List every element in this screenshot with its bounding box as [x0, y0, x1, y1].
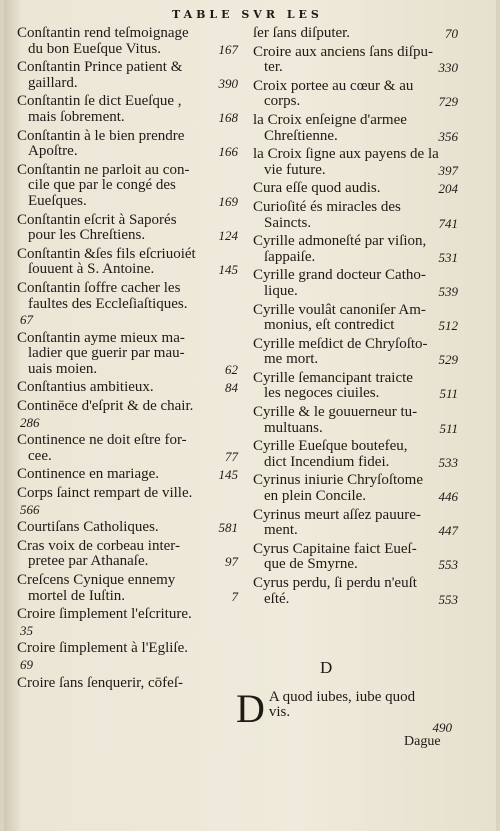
entry-line: Cyrille Eueſque boutefeu, — [253, 439, 408, 455]
entry-page-number: 447 — [438, 523, 458, 539]
index-entry — [16, 213, 238, 244]
entry-page-number: 553 — [438, 557, 458, 573]
index-entry — [252, 576, 458, 607]
right-column — [252, 26, 458, 610]
index-entry — [252, 45, 458, 76]
entry-page-number: 553 — [438, 591, 458, 607]
entry-line: mortel de Iuſtin. — [28, 588, 126, 604]
index-entry — [16, 281, 238, 328]
entry-page-number: 286 — [20, 414, 40, 430]
index-entry — [16, 641, 238, 672]
entry-line: Conſtantin rend teſmoignage — [17, 26, 189, 41]
entry-line: Corps ſainct rempart de ville. — [17, 486, 193, 502]
entry-line: Conſtantin à le bien prendre — [17, 128, 185, 144]
entry-line: Continence en mariage. — [17, 467, 160, 483]
entry-line: Croix portee au cœur & au — [253, 78, 414, 94]
index-entry — [252, 542, 458, 573]
index-entry — [252, 147, 458, 178]
entry-line: Cras voix de corbeau inter- — [17, 538, 180, 554]
entry-page-number: 446 — [438, 489, 458, 505]
entry-line: Creſcens Cynique ennemy — [17, 573, 176, 588]
index-entry — [252, 371, 458, 402]
index-entry — [16, 331, 238, 378]
index-entry — [252, 473, 458, 504]
section-letter: D — [320, 658, 333, 677]
entry-line: vie future. — [264, 162, 326, 178]
index-entry — [16, 486, 238, 517]
index-entry — [16, 467, 238, 483]
entry-page-number: 533 — [438, 454, 458, 470]
entry-line: Conſtantin ne parloit au con- — [17, 162, 190, 178]
index-entry — [252, 113, 458, 144]
entry-page-number: 145 — [218, 262, 238, 278]
entry-line: Cyrus Capitaine faict Eueſ- — [253, 541, 417, 557]
entry-line: Conſtantin ſe dict Eueſque , — [17, 94, 182, 110]
left-column — [16, 26, 238, 694]
entry-line: cee. — [28, 448, 52, 464]
entry-page-number: 168 — [218, 109, 238, 125]
entry-line: la Croix ſigne aux payens de la — [253, 147, 439, 163]
catchword: Dague — [404, 734, 441, 749]
entry-page-number: 390 — [218, 75, 238, 91]
index-entry — [252, 26, 458, 42]
entry-line: Saincts. — [264, 215, 312, 231]
d-entry-page: 490 — [432, 720, 452, 735]
index-entry — [16, 433, 238, 464]
entry-line: Courtiſans Catholiques. — [17, 520, 159, 536]
entry-line: Cyrille & le gouuerneur tu- — [253, 405, 418, 421]
index-entry — [252, 200, 458, 231]
entry-line: Croire ſans ſenquerir, cōfeſ- — [17, 675, 183, 691]
entry-line: gaillard. — [28, 75, 78, 91]
entry-line: Apoſtre. — [28, 144, 78, 160]
entry-line: Continence ne doit eſtre for- — [17, 433, 187, 449]
entry-line: du bon Eueſque Vitus. — [28, 41, 161, 57]
index-page — [4, 0, 496, 831]
entry-line: corps. — [264, 94, 301, 110]
entry-line: Cura eſſe quod audis. — [253, 181, 381, 197]
index-entry — [252, 303, 458, 334]
index-entry — [16, 26, 238, 57]
index-entry — [252, 234, 458, 265]
entry-line: Conſtantius ambitieux. — [17, 380, 154, 396]
entry-page-number: 566 — [20, 501, 40, 517]
index-entry — [16, 539, 238, 570]
index-entry — [16, 573, 238, 604]
entry-line: Croire ſimplement l'eſcriture. — [17, 607, 192, 623]
entry-page-number: 166 — [218, 144, 238, 160]
entry-line: Conſtantin ſoffre cacher les — [17, 280, 181, 296]
entry-line: Cyrille ſemancipant traicte — [253, 370, 413, 386]
entry-line: eſté. — [264, 591, 290, 607]
entry-page-number: 529 — [438, 352, 458, 368]
entry-line: ſappaiſe. — [264, 249, 316, 265]
index-entry — [16, 399, 238, 430]
entry-line: Conſtantin &ſes fils eſcriuoiét — [17, 246, 196, 262]
entry-line: Cyrille grand docteur Catho- — [253, 268, 426, 284]
entry-page-number: 77 — [225, 448, 238, 464]
entry-page-number: 581 — [218, 520, 238, 536]
entry-page-number: 511 — [439, 386, 458, 402]
index-entry — [16, 520, 238, 536]
entry-line: Cyrille voulât canoniſer Am- — [253, 302, 426, 318]
entry-line: mais ſobrement. — [28, 109, 125, 125]
entry-page-number: 539 — [438, 283, 458, 299]
entry-line: Croire ſimplement à l'Egliſe. — [17, 641, 188, 657]
entry-line: Croire aux anciens ſans diſpu- — [253, 44, 433, 60]
entry-line: pretee par Athanaſe. — [28, 554, 149, 570]
entry-page-number: 169 — [218, 193, 238, 209]
index-entry — [16, 607, 238, 638]
entry-line: Cyrinus iniurie Chryſoſtome — [253, 473, 423, 489]
index-entry — [16, 247, 238, 278]
entry-page-number: 330 — [438, 60, 458, 76]
index-entry — [252, 508, 458, 539]
entry-line: monius, eſt contredict — [264, 318, 395, 334]
entry-line: Chreſtienne. — [264, 128, 338, 144]
entry-line: cile que par le congé des — [28, 178, 176, 194]
entry-line: Continēce d'eſprit & de chair. — [17, 399, 194, 415]
index-entry — [16, 60, 238, 91]
index-entry — [252, 439, 458, 470]
d-entry-line-2: vis. — [268, 704, 291, 720]
entry-line: ſer ſans diſputer. — [253, 26, 351, 41]
index-entry — [252, 181, 458, 197]
entry-line: Eueſques. — [28, 193, 87, 209]
entry-page-number: 397 — [438, 162, 458, 178]
d-entry — [236, 686, 458, 735]
entry-page-number: 204 — [438, 181, 458, 197]
entry-page-number: 97 — [225, 554, 238, 570]
entry-page-number: 145 — [218, 467, 238, 483]
entry-line: Cyrinus meurt aſſez pauure- — [253, 507, 421, 523]
entry-page-number: 511 — [439, 420, 458, 436]
entry-line: les negoces ciuiles. — [264, 386, 380, 402]
drop-capital: D — [236, 686, 265, 731]
entry-page-number: 124 — [218, 228, 238, 244]
entry-line: multuans. — [264, 420, 323, 436]
d-entry-line-1: A quod iubes, iube quod — [268, 689, 416, 705]
entry-page-number: 35 — [20, 622, 33, 638]
entry-page-number: 356 — [438, 128, 458, 144]
index-entry — [252, 405, 458, 436]
entry-line: Cyrille meſdict de Chryſoſto- — [253, 336, 428, 352]
entry-page-number: 531 — [438, 249, 458, 265]
entry-line: Curioſité és miracles des — [253, 199, 401, 215]
entry-page-number: 741 — [438, 215, 458, 231]
entry-line: que de Smyrne. — [264, 557, 358, 573]
index-entry — [16, 94, 238, 125]
entry-line: ſouuent à S. Antoine. — [28, 262, 155, 278]
entry-line: uais moien. — [28, 361, 98, 377]
index-entry — [252, 268, 458, 299]
entry-page-number: 729 — [438, 94, 458, 110]
entry-line: lique. — [264, 283, 298, 299]
index-entry — [16, 380, 238, 396]
index-entry — [252, 337, 458, 368]
entry-line: Conſtantin ayme mieux ma- — [17, 330, 185, 346]
running-header: TABLE SVR LES — [172, 8, 323, 21]
index-entry — [16, 163, 238, 210]
entry-line: pour les Chreſtiens. — [28, 228, 146, 244]
index-entry — [252, 79, 458, 110]
entry-page-number: 84 — [225, 380, 238, 396]
entry-page-number: 512 — [438, 318, 458, 334]
entry-page-number: 67 — [20, 312, 33, 328]
entry-line: Cyrille admoneſté par viſion, — [253, 234, 427, 250]
entry-line: ladier que guerir par mau- — [28, 346, 185, 362]
entry-line: faultes des Eccleſiaſtiques. — [28, 296, 188, 312]
entry-page-number: 69 — [20, 656, 33, 672]
entry-line: Conſtantin Prince patient & — [17, 60, 183, 76]
entry-line: la Croix enſeigne d'armee — [253, 112, 407, 128]
index-entry — [16, 129, 238, 160]
entry-page-number: 167 — [218, 41, 238, 57]
entry-line: en plein Concile. — [264, 489, 367, 505]
entry-line: ment. — [264, 523, 298, 539]
entry-line: Conſtantin eſcrit à Saporés — [17, 212, 177, 228]
entry-page-number: 62 — [225, 361, 238, 377]
entry-line: Cyrus perdu, ſi perdu n'euſt — [253, 576, 417, 591]
entry-page-number: 7 — [231, 588, 238, 604]
entry-line: dict Incendium fidei. — [264, 454, 390, 470]
entry-line: ter. — [264, 60, 283, 76]
entry-line: me mort. — [264, 352, 319, 368]
index-entry — [16, 676, 238, 692]
entry-page-number: 70 — [445, 26, 458, 41]
